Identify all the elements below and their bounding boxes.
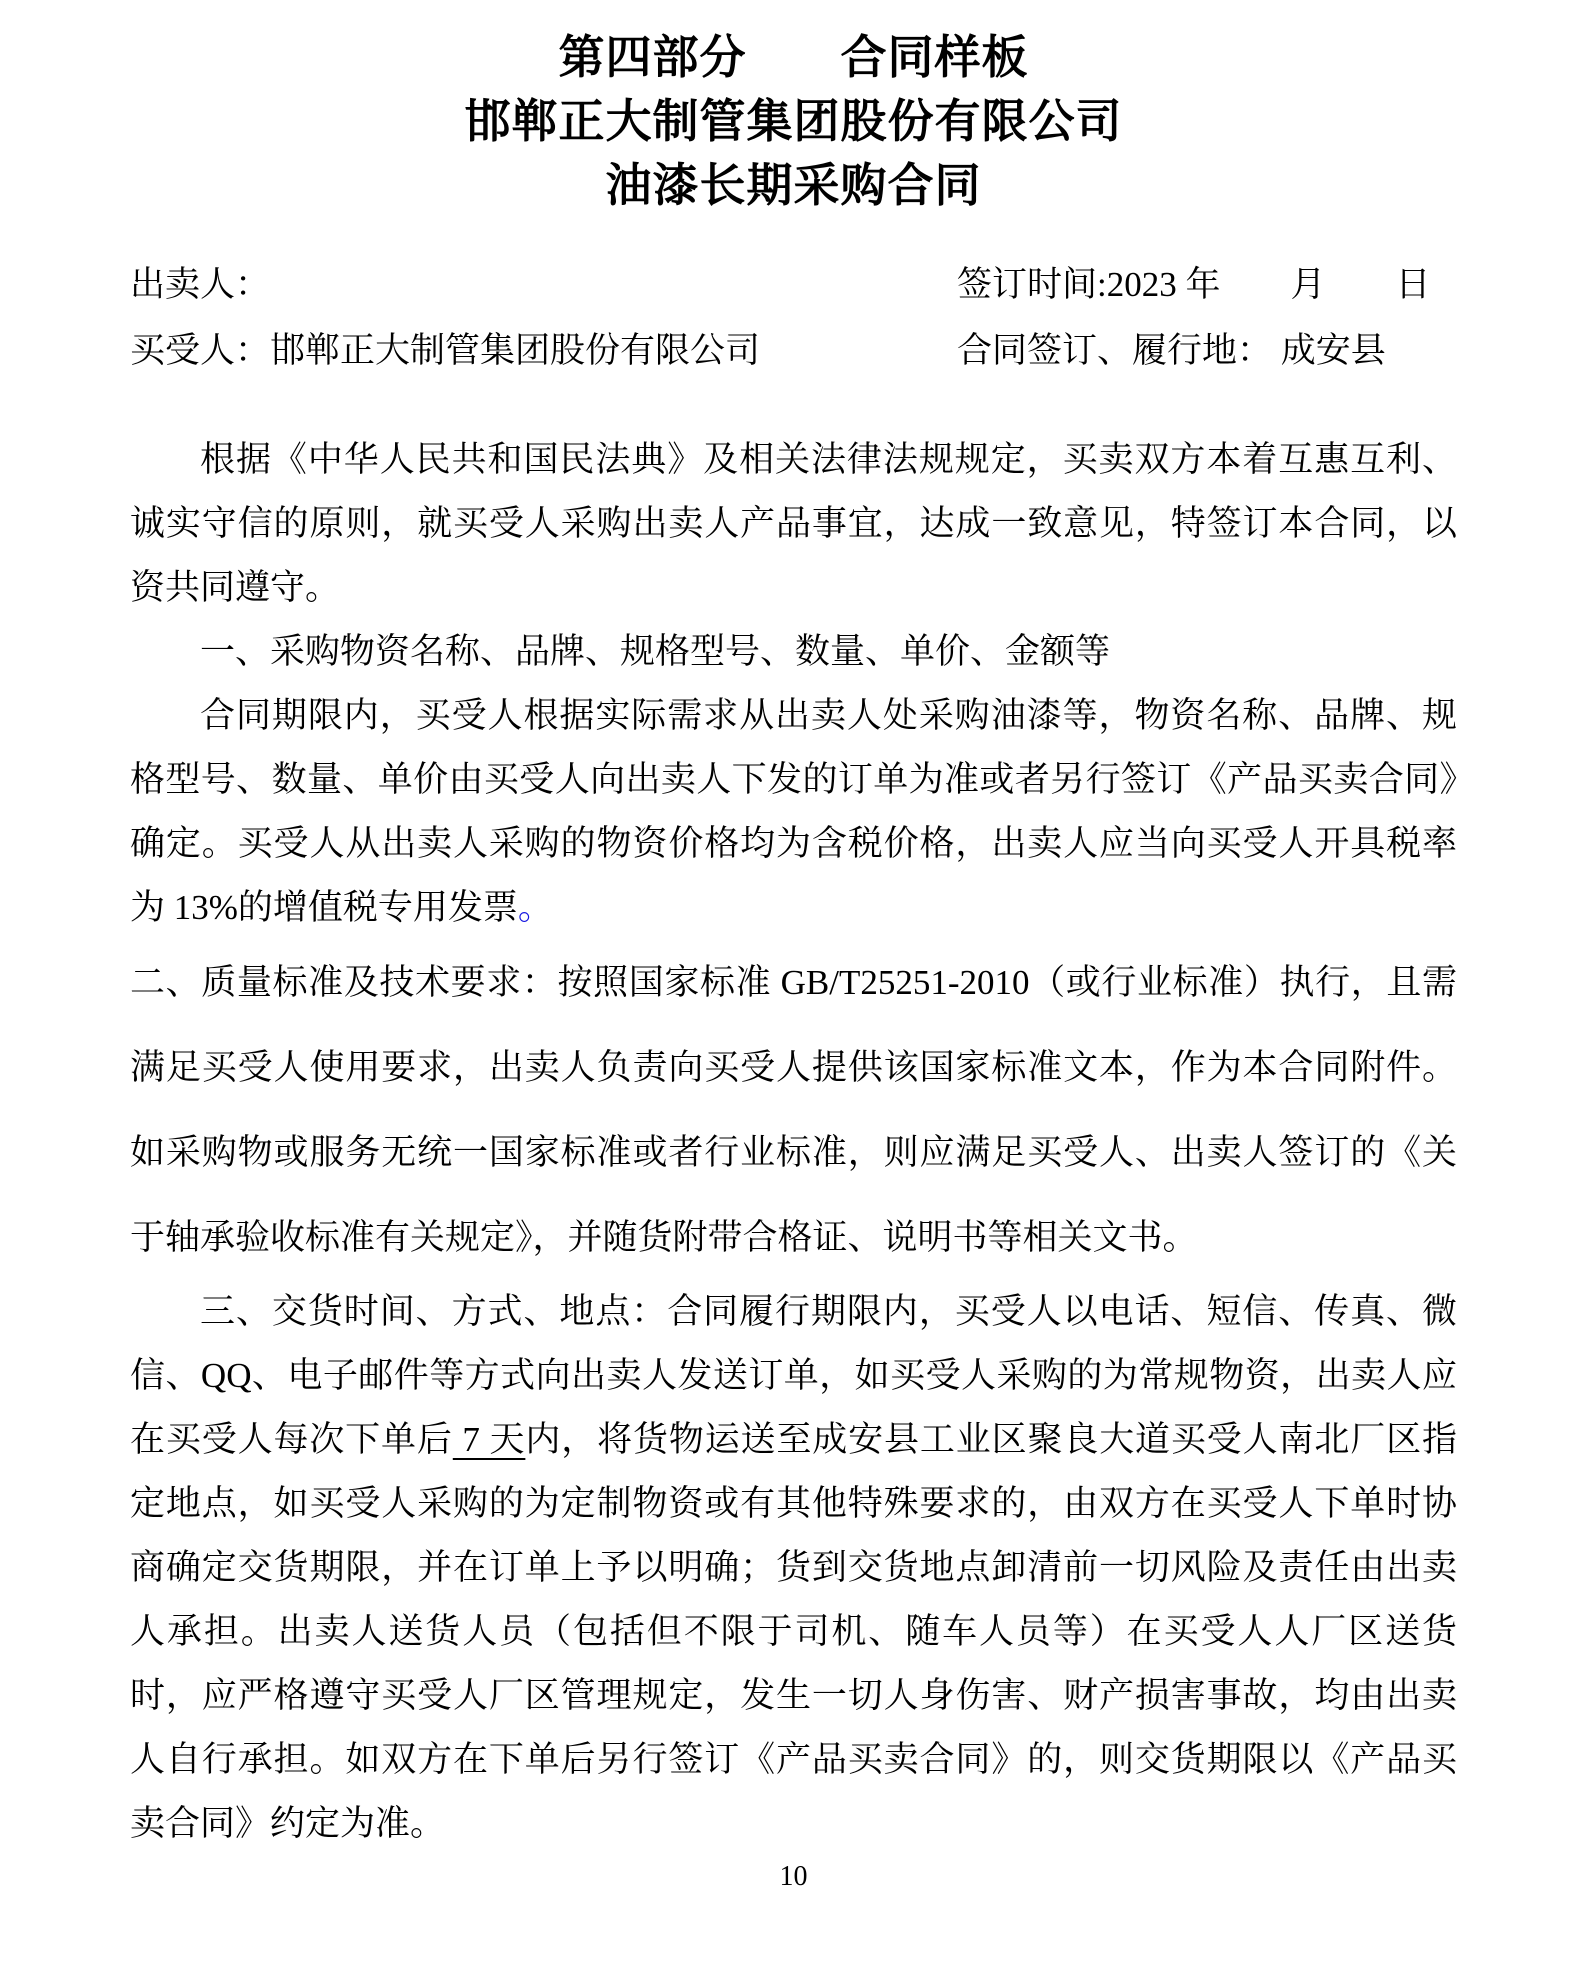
contract-paragraph — [130, 428, 1457, 620]
contract-paragraph — [130, 1280, 1457, 1856]
paragraph-text: 根据《中华人民共和国民法典》及相关法律法规规定，买卖双方本着互惠互利、诚实守信的原则，就买受人采购出卖人产品事宜，达成一致意见，特签订本合同，以资共同遵守。 — [130, 440, 1457, 607]
buyer-field — [130, 318, 957, 384]
paragraph-text: 二、质量标准及技术要求：按照国家标准 GB/T25251-2010（或行业标准）执行，且需满足买受人使用要求，出卖人负责向买受人提供该国家标准文本，作为本合同附件。如采购物或服务无统一国家标准或者行业标准，则应满足买受人、出卖人签订的《关于轴承验收标准有关规定》，并随货附带合格证、说明书等相关文书。 — [130, 963, 1457, 1257]
buyer-value: 邯郸正大制管集团股份有限公司 — [270, 331, 761, 370]
contract-paragraph — [130, 620, 1457, 684]
colored-punctuation: 。 — [517, 888, 553, 927]
contract-body — [130, 428, 1457, 1856]
document-title — [130, 26, 1457, 218]
paragraph-text: 三、交货时间、方式、地点：合同履行期限内，买受人以电话、短信、传真、微信、QQ、电子邮件等方式向出卖人发送订单，如买受人采购的为常规物资，出卖人应在买受人每次下单后 — [130, 1292, 1457, 1459]
buyer-label: 买受人： — [130, 331, 271, 370]
paragraph-text: 合同期限内，买受人根据实际需求从出卖人处采购油漆等，物资名称、品牌、规格型号、数量、单价由买受人向出卖人下发的订单为准或者另行签订《产品买卖合同》确定。买受人从出卖人采购的物资价格均为含税价格，出卖人应当向买受人开具税率为 13%的增值税专用发票 — [130, 696, 1457, 927]
seller-label: 出卖人： — [130, 265, 271, 304]
paragraph-text: 内，将货物运送至成安县工业区聚良大道买受人南北厂区指定地点，如买受人采购的为定制物资或有其他特殊要求的，由双方在买受人下单时协商确定交货期限，并在订单上予以明确；货到交货地点卸清前一切风险及责任由出卖人承担。出卖人送货人员（包括但不限于司机、随车人员等）在买受人人厂区送货时，应严格遵守买受人厂区管理规定，发生一切人身伤害、财产损害事故，均由出卖人自行承担。如双方在下单后另行签订《产品买卖合同》的，则交货期限以《产品买卖合同》约定为准。 — [130, 1420, 1457, 1843]
contract-paragraph — [130, 684, 1457, 940]
sign-place: 合同签订、履行地： 成安县 — [957, 331, 1386, 370]
title-line-part: 第四部分 合同样板 — [558, 32, 1029, 83]
contract-header-info — [130, 252, 1457, 384]
contract-paragraph — [130, 940, 1457, 1280]
header-row-buyer — [130, 318, 1457, 384]
title-line-contract: 油漆长期采购合同 — [605, 160, 982, 211]
title-line-company: 邯郸正大制管集团股份有限公司 — [464, 96, 1123, 147]
sign-time: 签订时间:2023 年 月 日 — [957, 265, 1431, 304]
underlined-blank-value: 7 天 — [452, 1420, 526, 1459]
seller-field — [130, 252, 957, 318]
paragraph-text: 一、采购物资名称、品牌、规格型号、数量、单价、金额等 — [200, 632, 1111, 671]
header-row-seller — [130, 252, 1457, 318]
page-number: 10 — [779, 1861, 808, 1892]
